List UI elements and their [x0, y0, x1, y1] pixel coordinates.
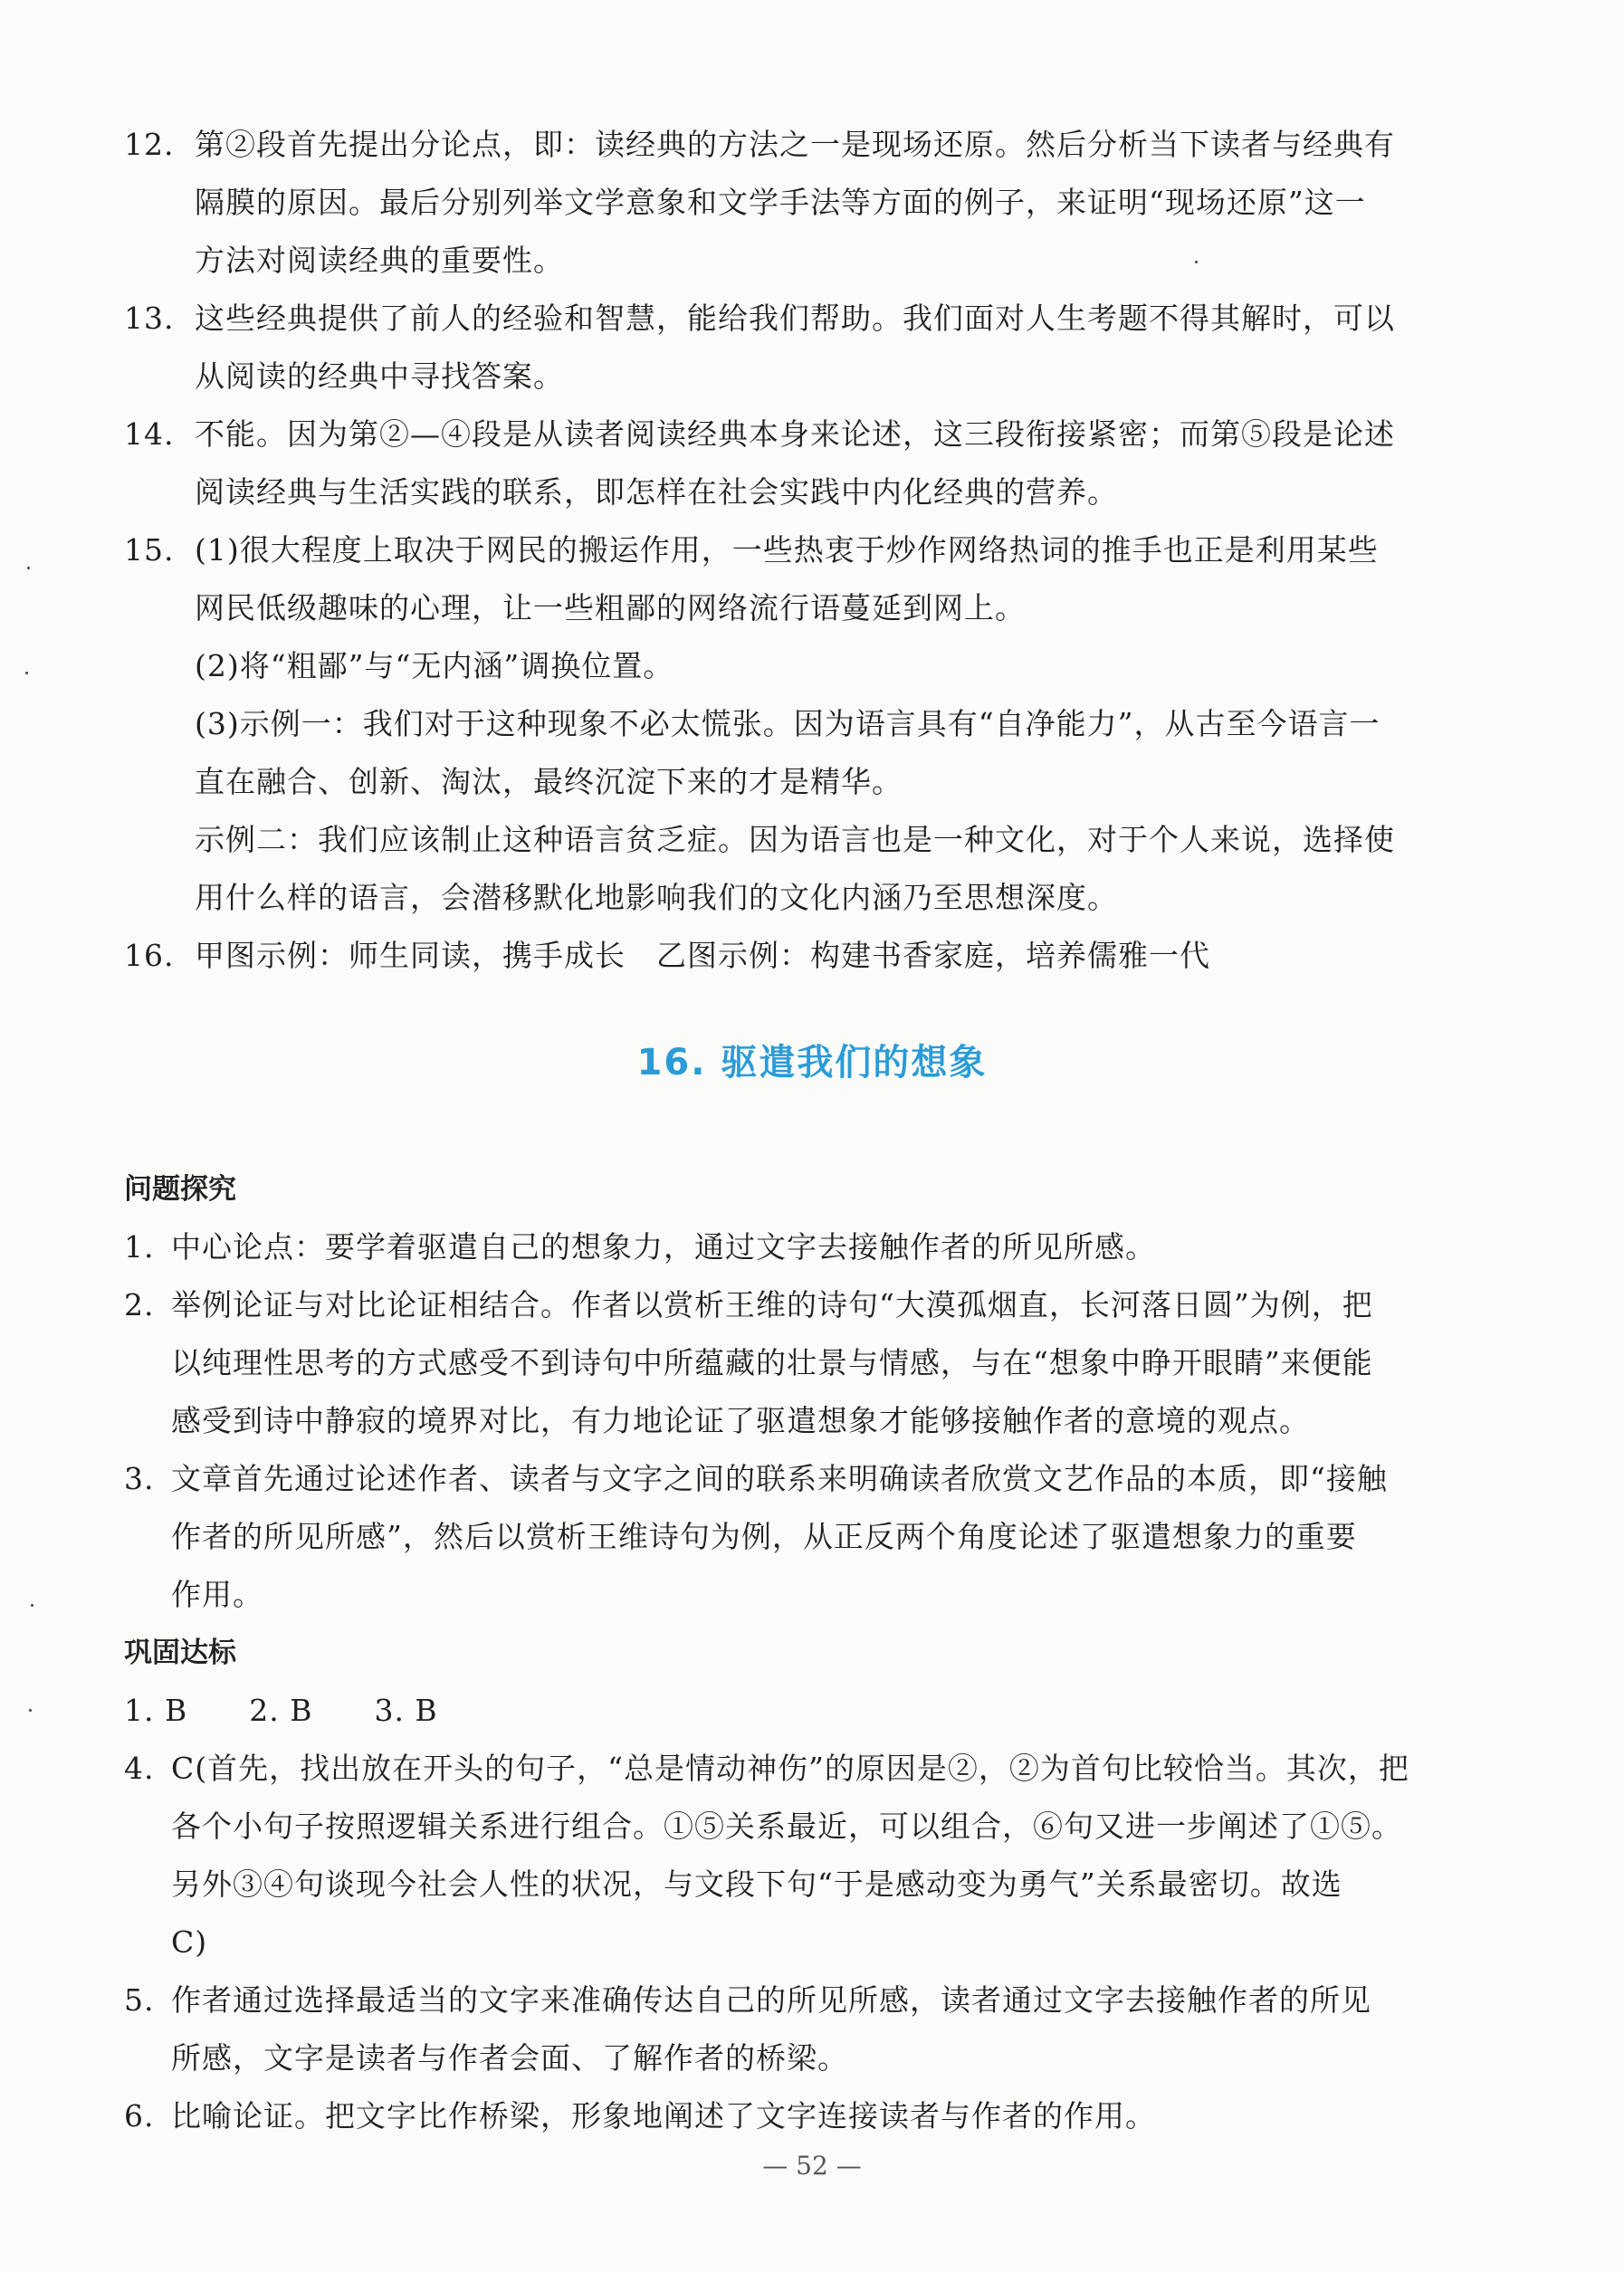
subsection-title-consolidation: 巩固达标: [124, 1637, 236, 1669]
scan-speck: [25, 672, 28, 674]
scan-speck: [27, 567, 30, 569]
answer-number: 14.: [124, 416, 175, 452]
consolidation-4-line-2: 各个小句子按照逻辑关系进行组合。①⑤关系最近，可以组合，⑥句又进一步阐述了①⑤。: [171, 1809, 1402, 1844]
answer-number: 5.: [124, 1982, 155, 2018]
answer-15-line-1: 15. (1)很大程度上取决于网民的搬运作用，一些热衷于炒作网络热词的推手也正是利用某些: [124, 521, 1379, 579]
answer-number: 16.: [124, 938, 175, 973]
consolidation-4-line-4: C): [171, 1924, 208, 1960]
answer-16-line-1: 16. 甲图示例：师生同读，携手成长 乙图示例：构建书香家庭，培养儒雅一代: [124, 927, 1210, 985]
answer-14-line-1: 14. 不能。因为第②—④段是从读者阅读经典本身来论述，这三段衔接紧密；而第⑤段是论述: [124, 406, 1395, 463]
inquiry-3-line-2: 作者的所见所感”，然后以赏析王维诗句为例，从正反两个角度论述了驱遣想象力的重要: [171, 1519, 1357, 1554]
scan-speck: [1195, 261, 1198, 263]
scan-speck: [31, 1604, 33, 1607]
answer-number: 1.: [124, 1229, 155, 1265]
inquiry-1-line-1: 1. 中心论点：要学着驱遣自己的想象力，通过文字去接触作者的所见所感。: [124, 1218, 1156, 1276]
answer-number: 15.: [124, 532, 175, 568]
answer-15-line-5: 直在融合、创新、淘汰，最终沉淀下来的才是精华。: [195, 764, 903, 799]
answer-15-line-3: (2)将“粗鄙”与“无内涵”调换位置。: [195, 648, 674, 683]
consolidation-4-line-1: 4. C(首先，找出放在开头的句子，“总是情动神伤”的原因是②，②为首句比较恰当。其次，把: [124, 1740, 1409, 1798]
section-heading: 16. 驱遣我们的想象: [636, 1042, 988, 1083]
answer-12-line-3: 方法对阅读经典的重要性。: [195, 243, 564, 278]
inquiry-3-line-1: 3. 文章首先通过论述作者、读者与文字之间的联系来明确读者欣赏文艺作品的本质，即“接触: [124, 1450, 1388, 1508]
subsection-title-inquiry: 问题探究: [124, 1173, 236, 1206]
answer-13-line-1: 13. 这些经典提供了前人的经验和智慧，能给我们帮助。我们面对人生考题不得其解时，可以: [124, 290, 1395, 348]
answer-15-line-2: 网民低级趣味的心理，让一些粗鄙的网络流行语蔓延到网上。: [195, 590, 1026, 625]
inquiry-3-line-3: 作用。: [171, 1577, 263, 1612]
answer-13-line-2: 从阅读的经典中寻找答案。: [195, 358, 564, 394]
answer-15-line-7: 用什么样的语言，会潜移默化地影响我们的文化内涵乃至思想深度。: [195, 880, 1118, 915]
consolidation-5-line-2: 所感，文字是读者与作者会面、了解作者的桥梁。: [171, 2040, 848, 2076]
consolidation-mc-answers: 1. B 2. B 3. B: [124, 1693, 438, 1728]
inquiry-2-line-2: 以纯理性思考的方式感受不到诗句中所蕴藏的壮景与情感，与在“想象中睁开眼睛”来便能: [171, 1345, 1373, 1380]
answer-number: 6.: [124, 2098, 155, 2134]
answer-number: 3.: [124, 1461, 155, 1496]
scan-speck: [29, 1709, 32, 1712]
consolidation-5-line-1: 5. 作者通过选择最适当的文字来准确传达自己的所见所感，读者通过文字去接触作者的所见: [124, 1971, 1371, 2029]
consolidation-6-line-1: 6. 比喻论证。把文字比作桥梁，形象地阐述了文字连接读者与作者的作用。: [124, 2087, 1156, 2145]
answer-number: 13.: [124, 301, 175, 336]
answer-15-line-4: (3)示例一：我们对于这种现象不必太慌张。因为语言具有“自净能力”，从古至今语言一: [195, 706, 1380, 741]
answer-number: 4.: [124, 1751, 155, 1786]
answer-number: 2.: [124, 1287, 155, 1322]
answer-14-line-2: 阅读经典与生活实践的联系，即怎样在社会实践中内化经典的营养。: [195, 474, 1118, 510]
answer-12-line-1: 12. 第②段首先提出分论点，即：读经典的方法之一是现场还原。然后分析当下读者与经典有: [124, 116, 1395, 174]
answer-15-line-6: 示例二：我们应该制止这种语言贫乏症。因为语言也是一种文化，对于个人来说，选择使: [195, 822, 1395, 857]
inquiry-2-line-3: 感受到诗中静寂的境界对比，有力地论证了驱遣想象才能够接触作者的意境的观点。: [171, 1403, 1310, 1438]
consolidation-4-line-3: 另外③④句谈现今社会人性的状况，与文段下句“于是感动变为勇气”关系最密切。故选: [171, 1866, 1342, 1902]
page-number: — 52 —: [762, 2151, 862, 2181]
answer-number: 12.: [124, 127, 175, 162]
inquiry-2-line-1: 2. 举例论证与对比论证相结合。作者以赏析王维的诗句“大漠孤烟直，长河落日圆”为例，把: [124, 1276, 1373, 1334]
answer-12-line-2: 隔膜的原因。最后分别列举文学意象和文学手法等方面的例子，来证明“现场还原”这一: [195, 185, 1366, 220]
